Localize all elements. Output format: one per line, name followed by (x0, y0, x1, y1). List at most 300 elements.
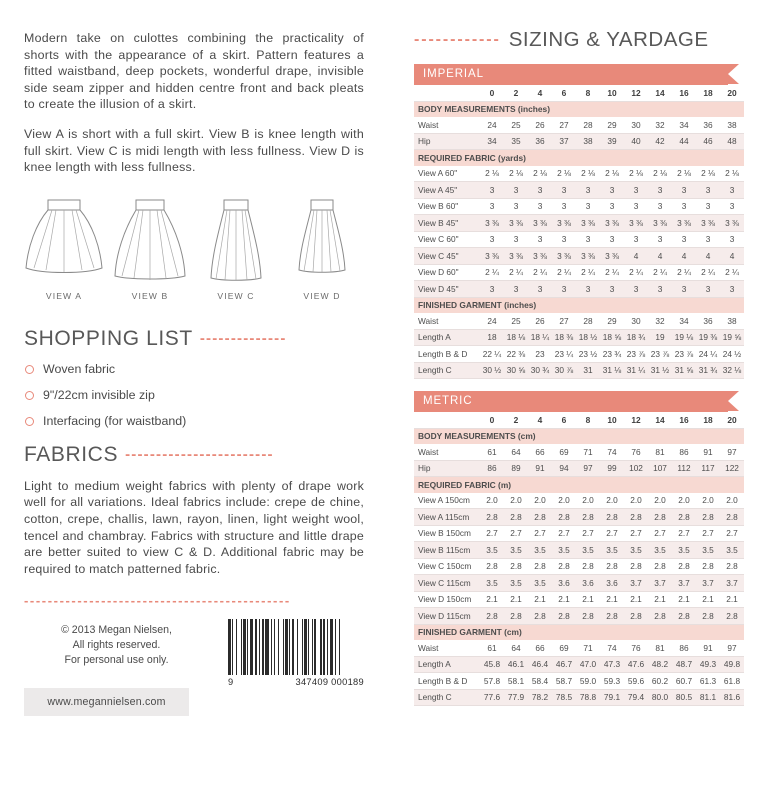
table-cell: 3 ⅜ (576, 248, 600, 265)
table-cell: 44 (672, 133, 696, 150)
table-cell: 3.5 (480, 542, 504, 559)
table-header-cell: 6 (552, 85, 576, 101)
table-cell: 2 ⅛ (696, 166, 720, 182)
table-cell: 29 (600, 313, 624, 329)
footer-block (24, 619, 364, 716)
table-cell: 2 ⅛ (504, 166, 528, 182)
table-cell: 74 (600, 640, 624, 656)
table-cell: 3.5 (600, 542, 624, 559)
table-cell: 2.8 (480, 608, 504, 625)
table-cell: 3 (480, 182, 504, 199)
metric-sizing-table (414, 412, 744, 706)
table-row (414, 640, 744, 656)
section-divider: --------------------------------------------- (24, 593, 291, 608)
shopping-list-heading (24, 327, 364, 351)
table-cell: 3 (720, 231, 744, 248)
table-cell: 2.8 (648, 558, 672, 575)
table-cell: 35 (504, 133, 528, 150)
table-row-label: View A 45" (414, 182, 480, 199)
table-section-header (414, 477, 744, 493)
table-cell: 2 ¼ (600, 264, 624, 281)
metric-ribbon (414, 391, 744, 412)
table-row-label: Length B & D (414, 346, 480, 363)
table-cell: 2.7 (696, 525, 720, 542)
table-cell: 2 ⅛ (600, 166, 624, 182)
table-cell: 18 ½ (576, 329, 600, 346)
table-cell: 24 (480, 313, 504, 329)
table-cell: 2.8 (624, 509, 648, 526)
table-cell: 3 ⅜ (624, 215, 648, 232)
table-cell: 2.8 (528, 509, 552, 526)
table-row-label: View B 115cm (414, 542, 480, 559)
table-cell: 59.0 (576, 673, 600, 690)
table-cell: 18 (480, 329, 504, 346)
table-cell: 3 ⅜ (528, 248, 552, 265)
table-cell: 2.8 (696, 558, 720, 575)
table-row-label: View D 150cm (414, 591, 480, 608)
table-cell: 3 (528, 281, 552, 298)
table-row (414, 542, 744, 559)
table-cell: 3 ⅜ (528, 215, 552, 232)
table-header-cell: 4 (528, 412, 552, 428)
table-header-blank (414, 412, 480, 428)
table-cell: 2.1 (480, 591, 504, 608)
table-cell: 89 (504, 460, 528, 477)
fabrics-section (24, 443, 364, 578)
table-cell: 3.7 (648, 575, 672, 592)
table-cell: 58.7 (552, 673, 576, 690)
table-cell: 81.6 (720, 689, 744, 706)
table-cell: 3 ⅜ (480, 248, 504, 265)
shopping-list-section (24, 327, 364, 429)
table-cell: 3 (552, 281, 576, 298)
table-cell: 2 ⅛ (576, 166, 600, 182)
table-cell: 2 ⅛ (672, 166, 696, 182)
table-cell: 32 (648, 117, 672, 133)
table-cell: 3 (672, 198, 696, 215)
table-row-label: View A 115cm (414, 509, 480, 526)
table-cell: 31 (576, 362, 600, 379)
table-cell: 2.8 (504, 558, 528, 575)
table-cell: 3 (504, 281, 528, 298)
table-cell: 2.8 (552, 608, 576, 625)
table-cell: 23 ½ (576, 346, 600, 363)
table-cell: 76 (624, 444, 648, 460)
table-cell: 48.7 (672, 656, 696, 673)
table-cell: 2.8 (576, 558, 600, 575)
table-cell: 39 (600, 133, 624, 150)
view-illustration-c (196, 194, 276, 301)
table-cell: 30 ½ (480, 362, 504, 379)
table-cell: 32 ⅛ (720, 362, 744, 379)
table-row (414, 215, 744, 232)
table-cell: 18 ⅛ (504, 329, 528, 346)
table-header-cell: 2 (504, 85, 528, 101)
table-row (414, 264, 744, 281)
table-cell: 2.7 (624, 525, 648, 542)
table-row (414, 591, 744, 608)
table-cell: 2.7 (480, 525, 504, 542)
table-cell: 2.8 (696, 509, 720, 526)
table-cell: 2.8 (672, 509, 696, 526)
table-cell: 4 (720, 248, 744, 265)
table-cell: 2.8 (720, 558, 744, 575)
table-header-cell: 0 (480, 412, 504, 428)
table-cell: 23 ¼ (552, 346, 576, 363)
fabrics-heading (24, 443, 364, 467)
table-cell: 61.8 (720, 673, 744, 690)
table-section-title: REQUIRED FABRIC (m) (414, 477, 744, 493)
table-cell: 81.1 (696, 689, 720, 706)
table-cell: 79.4 (624, 689, 648, 706)
table-cell: 3 (528, 231, 552, 248)
table-row (414, 444, 744, 460)
table-cell: 48 (720, 133, 744, 150)
barcode-number-left: 9 (228, 677, 234, 688)
table-row (414, 558, 744, 575)
table-cell: 22 ¼ (480, 346, 504, 363)
table-row-label: View B 150cm (414, 525, 480, 542)
table-row-label: View C 150cm (414, 558, 480, 575)
table-cell: 2.1 (624, 591, 648, 608)
table-cell: 3 ⅜ (600, 215, 624, 232)
table-cell: 81 (648, 444, 672, 460)
view-illustration-b (110, 194, 190, 301)
table-cell: 64 (504, 640, 528, 656)
table-header-cell: 10 (600, 85, 624, 101)
table-cell: 71 (576, 640, 600, 656)
view-label-a: VIEW A (45, 290, 83, 301)
table-cell: 3.6 (552, 575, 576, 592)
table-cell: 3 (480, 231, 504, 248)
table-cell: 3 (600, 281, 624, 298)
table-cell: 18 ¾ (624, 329, 648, 346)
table-cell: 23 ⅞ (624, 346, 648, 363)
left-column (24, 30, 364, 716)
table-cell: 3.7 (624, 575, 648, 592)
table-cell: 2.0 (648, 493, 672, 509)
table-cell: 2.8 (696, 608, 720, 625)
copyright-line-2: All rights reserved. (72, 638, 161, 651)
website-url[interactable]: www.megannielsen.com (24, 688, 189, 716)
table-cell: 2.8 (648, 608, 672, 625)
table-cell: 19 ⅝ (720, 329, 744, 346)
list-item: Interfacing (for waistband) (24, 414, 364, 429)
table-cell: 74 (600, 444, 624, 460)
table-row (414, 673, 744, 690)
table-cell: 3 ⅜ (504, 215, 528, 232)
table-cell: 23 ¾ (600, 346, 624, 363)
table-cell: 24 (480, 117, 504, 133)
table-row-label: View B 45" (414, 215, 480, 232)
table-section-header (414, 428, 744, 444)
table-cell: 2.8 (480, 509, 504, 526)
table-cell: 2.1 (696, 591, 720, 608)
list-item: 9"/22cm invisible zip (24, 388, 364, 403)
table-cell: 18 ⅜ (552, 329, 576, 346)
table-section-header (414, 297, 744, 313)
table-cell: 2.1 (504, 591, 528, 608)
table-row (414, 329, 744, 346)
table-cell: 46 (696, 133, 720, 150)
table-header-blank (414, 85, 480, 101)
table-row (414, 198, 744, 215)
table-cell: 3.5 (720, 542, 744, 559)
table-cell: 61 (480, 640, 504, 656)
table-cell: 2 ¼ (696, 264, 720, 281)
table-cell: 31 ¾ (696, 362, 720, 379)
table-cell: 2.8 (528, 608, 552, 625)
list-item: Woven fabric (24, 362, 364, 377)
table-cell: 38 (720, 117, 744, 133)
table-cell: 117 (696, 460, 720, 477)
table-cell: 2.0 (696, 493, 720, 509)
table-header-cell: 18 (696, 85, 720, 101)
table-cell: 4 (696, 248, 720, 265)
table-cell: 47.3 (600, 656, 624, 673)
table-header-cell: 20 (720, 412, 744, 428)
table-row-label: View A 150cm (414, 493, 480, 509)
shopping-list-title: SHOPPING LIST (24, 326, 193, 350)
table-cell: 3 ⅜ (720, 215, 744, 232)
table-header-cell: 20 (720, 85, 744, 101)
view-illustration-a (24, 194, 104, 301)
table-row-label: Hip (414, 460, 480, 477)
table-row (414, 362, 744, 379)
table-cell: 3.7 (672, 575, 696, 592)
table-header-cell: 4 (528, 85, 552, 101)
table-cell: 28 (576, 117, 600, 133)
table-cell: 3 (576, 182, 600, 199)
table-cell: 3 ⅜ (648, 215, 672, 232)
table-section-header (414, 101, 744, 117)
table-header-cell: 12 (624, 412, 648, 428)
table-cell: 3 (600, 182, 624, 199)
table-cell: 3 (624, 198, 648, 215)
table-row (414, 608, 744, 625)
table-cell: 2 ¼ (720, 264, 744, 281)
table-cell: 25 (504, 313, 528, 329)
table-cell: 2 ¼ (504, 264, 528, 281)
table-cell: 3.5 (552, 542, 576, 559)
table-row (414, 248, 744, 265)
table-cell: 2.0 (624, 493, 648, 509)
barcode (228, 619, 364, 687)
table-cell: 18 ¼ (528, 329, 552, 346)
shopping-list-items (24, 362, 364, 429)
right-column (414, 28, 744, 706)
table-cell: 81 (648, 640, 672, 656)
table-cell: 3 (504, 198, 528, 215)
table-cell: 2 ⅛ (528, 166, 552, 182)
table-row-label: Waist (414, 640, 480, 656)
table-cell: 3 (552, 231, 576, 248)
table-cell: 49.3 (696, 656, 720, 673)
table-cell: 3 (552, 182, 576, 199)
table-cell: 94 (552, 460, 576, 477)
copyright-text (24, 619, 209, 667)
table-cell: 45.8 (480, 656, 504, 673)
table-cell: 3 ⅜ (576, 215, 600, 232)
table-cell: 3.5 (576, 542, 600, 559)
table-row-label: View C 45" (414, 248, 480, 265)
table-cell: 122 (720, 460, 744, 477)
table-cell: 71 (576, 444, 600, 460)
table-cell: 3 (672, 182, 696, 199)
table-cell: 2.8 (504, 509, 528, 526)
table-cell: 2.8 (480, 558, 504, 575)
table-cell: 19 ⅛ (672, 329, 696, 346)
table-header-cell: 14 (648, 412, 672, 428)
view-label-b: VIEW B (131, 290, 169, 301)
table-cell: 2.8 (576, 509, 600, 526)
table-cell: 3.5 (504, 575, 528, 592)
table-cell: 3 (504, 231, 528, 248)
table-cell: 2 ⅛ (648, 166, 672, 182)
table-cell: 3.5 (528, 542, 552, 559)
table-section-title: FINISHED GARMENT (cm) (414, 624, 744, 640)
table-cell: 2.8 (624, 608, 648, 625)
table-cell: 60.2 (648, 673, 672, 690)
table-cell: 112 (672, 460, 696, 477)
table-cell: 61.3 (696, 673, 720, 690)
table-cell: 23 (528, 346, 552, 363)
table-section-title: BODY MEASUREMENTS (cm) (414, 428, 744, 444)
table-cell: 2.0 (552, 493, 576, 509)
table-row-label: Length B & D (414, 673, 480, 690)
table-row (414, 575, 744, 592)
metric-ribbon-label: METRIC (423, 395, 473, 407)
table-cell: 3 (576, 198, 600, 215)
table-cell: 2.7 (552, 525, 576, 542)
table-cell: 28 (576, 313, 600, 329)
table-cell: 3.6 (600, 575, 624, 592)
copyright-line-1: © 2013 Megan Nielsen, (61, 624, 172, 637)
table-cell: 97 (576, 460, 600, 477)
table-cell: 3 (672, 231, 696, 248)
imperial-sizing-table (414, 85, 744, 379)
table-cell: 2.8 (600, 558, 624, 575)
table-cell: 76 (624, 640, 648, 656)
table-row-label: View B 60" (414, 198, 480, 215)
table-row (414, 117, 744, 133)
table-cell: 86 (672, 444, 696, 460)
table-cell: 3.5 (696, 542, 720, 559)
barcode-number-right: 347409 000189 (295, 677, 364, 688)
table-row (414, 656, 744, 673)
table-cell: 77.9 (504, 689, 528, 706)
table-cell: 69 (552, 640, 576, 656)
table-header-cell: 6 (552, 412, 576, 428)
table-cell: 2.7 (720, 525, 744, 542)
skirt-view-d-icon (282, 194, 362, 282)
table-cell: 2.1 (600, 591, 624, 608)
barcode-bars (228, 619, 364, 675)
table-cell: 80.5 (672, 689, 696, 706)
table-cell: 2.0 (672, 493, 696, 509)
table-cell: 34 (672, 117, 696, 133)
table-cell: 3 ⅜ (504, 248, 528, 265)
table-header-cell: 8 (576, 412, 600, 428)
table-header-cell: 12 (624, 85, 648, 101)
table-row (414, 525, 744, 542)
table-cell: 3 (696, 182, 720, 199)
table-cell: 3 (552, 198, 576, 215)
table-cell: 2.7 (648, 525, 672, 542)
table-header-cell: 16 (672, 85, 696, 101)
table-cell: 30 ¾ (528, 362, 552, 379)
table-cell: 31 ⅛ (600, 362, 624, 379)
table-cell: 3 (648, 198, 672, 215)
table-row-label: Length C (414, 689, 480, 706)
table-section-title: REQUIRED FABRIC (yards) (414, 150, 744, 166)
table-cell: 3 (504, 182, 528, 199)
table-cell: 3.5 (480, 575, 504, 592)
table-cell: 38 (576, 133, 600, 150)
table-cell: 2.1 (648, 591, 672, 608)
table-cell: 99 (600, 460, 624, 477)
table-cell: 3 (528, 182, 552, 199)
table-cell: 22 ⅜ (504, 346, 528, 363)
table-cell: 2 ¼ (624, 264, 648, 281)
table-cell: 80.0 (648, 689, 672, 706)
table-cell: 2.7 (576, 525, 600, 542)
table-cell: 2.1 (720, 591, 744, 608)
table-row (414, 313, 744, 329)
table-cell: 66 (528, 444, 552, 460)
table-cell: 91 (528, 460, 552, 477)
table-cell: 30 ⅞ (552, 362, 576, 379)
table-cell: 2.8 (552, 509, 576, 526)
view-label-c: VIEW C (217, 290, 255, 301)
table-cell: 2.0 (576, 493, 600, 509)
table-cell: 2.8 (648, 509, 672, 526)
table-row-label: View D 60" (414, 264, 480, 281)
table-row (414, 460, 744, 477)
table-row-label: View C 115cm (414, 575, 480, 592)
table-cell: 2.8 (624, 558, 648, 575)
table-cell: 3 ⅜ (600, 248, 624, 265)
table-cell: 23 ⅞ (672, 346, 696, 363)
table-cell: 2.8 (720, 509, 744, 526)
table-cell: 32 (648, 313, 672, 329)
table-cell: 3 (600, 198, 624, 215)
table-cell: 47.6 (624, 656, 648, 673)
table-cell: 86 (480, 460, 504, 477)
table-row-label: Waist (414, 117, 480, 133)
table-cell: 30 (624, 117, 648, 133)
table-cell: 2.8 (600, 608, 624, 625)
fabrics-dashes: ------------------------ (125, 446, 274, 464)
table-header-cell: 18 (696, 412, 720, 428)
table-cell: 3 (696, 281, 720, 298)
table-cell: 31 ¼ (624, 362, 648, 379)
table-cell: 91 (696, 640, 720, 656)
table-cell: 3.5 (504, 542, 528, 559)
table-cell: 3.7 (720, 575, 744, 592)
table-cell: 19 (648, 329, 672, 346)
table-row-label: Length A (414, 329, 480, 346)
table-cell: 25 (504, 117, 528, 133)
table-cell: 3 (576, 281, 600, 298)
table-cell: 2 ⅛ (720, 166, 744, 182)
table-cell: 2.8 (672, 558, 696, 575)
table-cell: 60.7 (672, 673, 696, 690)
table-header-cell: 14 (648, 85, 672, 101)
table-cell: 3 ⅜ (696, 215, 720, 232)
table-cell: 61 (480, 444, 504, 460)
intro-text (24, 30, 364, 176)
